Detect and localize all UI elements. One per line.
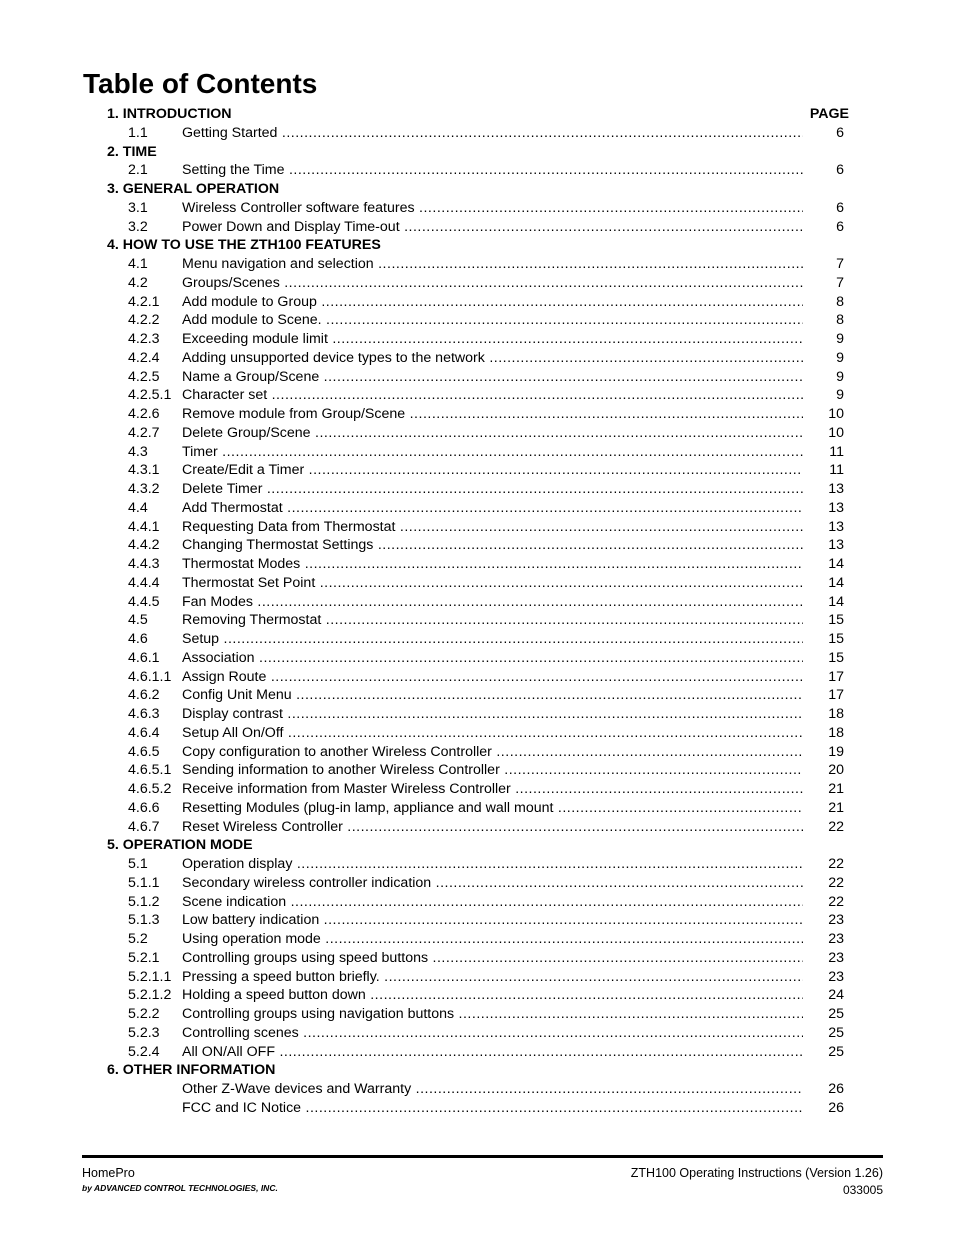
entry-number: 4.2.4: [128, 349, 160, 366]
entry-page-number: 13: [828, 518, 844, 535]
entry-title: Scene indication .....: [182, 893, 803, 912]
entry-page-number: 9: [836, 349, 844, 366]
toc-entry[interactable]: [107, 818, 852, 837]
entry-number: 5.1.2: [128, 893, 160, 910]
entry-page-number: 6: [836, 218, 844, 235]
section-heading: [107, 836, 852, 855]
toc-entry[interactable]: [107, 461, 852, 480]
entry-number: 4.4.4: [128, 574, 160, 591]
toc-entry[interactable]: [107, 518, 852, 537]
toc-entry[interactable]: [107, 443, 852, 462]
table-of-contents: [107, 105, 852, 1118]
entry-number: 4.2.6: [128, 406, 160, 422]
entry-title: Groups/Scenes .....: [182, 274, 803, 293]
entry-title: Delete Group/Scene .....: [182, 424, 803, 443]
toc-entry[interactable]: [107, 218, 852, 237]
footer-document-title: ZTH100 Operating Instructions (Version 1.26): [630, 1166, 883, 1180]
entry-number: 4.6.2: [128, 687, 160, 704]
section-label: 6. OTHER INFORMATION: [107, 1062, 276, 1079]
entry-number: 4.2.2: [128, 312, 160, 329]
entry-number: 5.1.1: [128, 874, 160, 891]
toc-entry[interactable]: [107, 593, 852, 612]
toc-entry[interactable]: [107, 368, 852, 387]
entry-title: Controlling scenes .....: [182, 1024, 803, 1043]
toc-entry[interactable]: [107, 893, 852, 912]
entry-title: Resetting Modules (plug-in lamp, appliance and wall mount .....: [182, 799, 803, 818]
entry-page-number: 23: [828, 968, 844, 985]
entry-page-number: 23: [828, 931, 844, 947]
entry-number: 4.6.3: [128, 706, 160, 722]
entry-number: 5.2.3: [128, 1024, 160, 1041]
entry-page-number: 14: [828, 593, 844, 610]
entry-page-number: 26: [828, 1081, 844, 1097]
toc-entry[interactable]: [107, 555, 852, 574]
entry-page-number: 23: [828, 912, 844, 929]
entry-page-number: 10: [828, 406, 844, 422]
entry-number: 4.3.1: [128, 462, 160, 479]
entry-page-number: 6: [836, 162, 844, 179]
toc-entry[interactable]: [107, 780, 852, 799]
entry-number: 4.4.5: [128, 593, 160, 610]
entry-title: Remove module from Group/Scene .....: [182, 405, 803, 424]
toc-entry[interactable]: [107, 668, 852, 687]
entry-number: 4.6.4: [128, 724, 160, 741]
entry-number: 4.2.7: [128, 424, 160, 441]
entry-number: 4.4.2: [128, 537, 160, 554]
entry-page-number: 15: [828, 612, 844, 629]
entry-number: 4.2: [128, 274, 148, 291]
toc-entry[interactable]: [107, 799, 852, 818]
page-title: Table of Contents: [83, 68, 318, 99]
toc-entry[interactable]: [107, 986, 852, 1005]
toc-entry[interactable]: [107, 274, 852, 293]
entry-number: 3.2: [128, 218, 148, 235]
section-heading: [107, 180, 852, 199]
entry-number: 4.6.7: [128, 818, 160, 835]
toc-entry[interactable]: [107, 1005, 852, 1024]
entry-title: Menu navigation and selection .....: [182, 255, 803, 274]
entry-page-number: 17: [828, 668, 844, 685]
toc-entry[interactable]: [107, 574, 852, 593]
footer-company: by ADVANCED CONTROL TECHNOLOGIES, INC.: [82, 1183, 278, 1193]
toc-entry[interactable]: [107, 311, 852, 330]
entry-title: Delete Timer .....: [182, 480, 803, 499]
toc-entry[interactable]: [107, 161, 852, 180]
footer-brand: HomePro: [82, 1166, 135, 1180]
entry-page-number: 25: [828, 1043, 844, 1060]
entry-number: 4.6.5.2: [128, 781, 172, 797]
entry-number: 4.6.5.1: [128, 762, 172, 779]
toc-entry[interactable]: [107, 405, 852, 424]
entry-page-number: 18: [828, 724, 844, 741]
toc-entry[interactable]: [107, 255, 852, 274]
entry-number: 4.1: [128, 256, 148, 272]
entry-number: 4.4: [128, 499, 148, 516]
toc-entry[interactable]: [107, 968, 852, 987]
section-label: 3. GENERAL OPERATION: [107, 181, 280, 197]
entry-title: Sending information to another Wireless Controller .....: [182, 761, 803, 780]
entry-page-number: 17: [828, 687, 844, 704]
entry-page-number: 22: [828, 818, 844, 835]
entry-page-number: 21: [828, 781, 844, 797]
entry-page-number: 26: [828, 1099, 844, 1116]
entry-page-number: 22: [828, 874, 844, 891]
section-label: 4. HOW TO USE THE ZTH100 FEATURES: [107, 237, 381, 254]
entry-title: Adding unsupported device types to the network .....: [182, 349, 803, 368]
section-heading: [107, 1061, 852, 1080]
entry-page-number: 25: [828, 1006, 844, 1022]
entry-page-number: 25: [828, 1024, 844, 1041]
entry-title: Copy configuration to another Wireless Controller .....: [182, 743, 803, 762]
entry-title: Display contrast .....: [182, 705, 803, 724]
toc-entry[interactable]: [107, 949, 852, 968]
toc-entry[interactable]: [107, 911, 852, 930]
toc-entry[interactable]: [107, 349, 852, 368]
entry-page-number: 11: [829, 443, 844, 460]
entry-number: 4.4.1: [128, 518, 160, 535]
entry-number: 4.6.6: [128, 799, 160, 816]
toc-entry[interactable]: [107, 480, 852, 499]
toc-entry[interactable]: [107, 611, 852, 630]
entry-page-number: 9: [836, 331, 844, 347]
entry-title: All ON/All OFF .....: [182, 1043, 803, 1062]
entry-title: Assign Route .....: [182, 668, 803, 687]
entry-page-number: 23: [828, 949, 844, 966]
entry-page-number: 20: [828, 762, 844, 779]
entry-title: Config Unit Menu .....: [182, 686, 803, 705]
entry-title: FCC and IC Notice .....: [182, 1099, 803, 1118]
entry-page-number: 22: [828, 856, 844, 872]
entry-page-number: 9: [836, 387, 844, 404]
entry-number: 5.2: [128, 931, 148, 947]
toc-entry[interactable]: [107, 536, 852, 555]
entry-title: Secondary wireless controller indication .....: [182, 874, 803, 893]
entry-title: Changing Thermostat Settings .....: [182, 536, 803, 555]
entry-title: Operation display .....: [182, 855, 803, 874]
entry-page-number: 13: [828, 499, 844, 516]
toc-entry[interactable]: [107, 855, 852, 874]
section-label: 5. OPERATION MODE: [107, 837, 253, 854]
entry-title: Wireless Controller software features .....: [182, 199, 803, 218]
entry-page-number: 13: [828, 481, 844, 497]
section-label: 2. TIME: [107, 143, 157, 160]
entry-number: 2.1: [128, 162, 148, 179]
entry-title: Using operation mode .....: [182, 930, 803, 949]
toc-entry[interactable]: [107, 124, 852, 143]
entry-number: 5.1.3: [128, 912, 160, 929]
entry-title: Getting Started .....: [182, 124, 803, 143]
entry-page-number: 21: [828, 799, 844, 816]
toc-entry[interactable]: [107, 293, 852, 312]
section-label: 1. INTRODUCTION: [107, 106, 232, 122]
entry-number: 4.5: [128, 612, 148, 629]
entry-page-number: 8: [836, 293, 844, 310]
entry-title: Pressing a speed button briefly. .....: [182, 968, 803, 987]
toc-entry[interactable]: [107, 424, 852, 443]
entry-title: Reset Wireless Controller .....: [182, 818, 803, 837]
entry-page-number: 11: [829, 462, 844, 479]
entry-number: 4.6.1.1: [128, 668, 172, 685]
entry-title: Create/Edit a Timer .....: [182, 461, 803, 480]
entry-title: Timer .....: [182, 443, 803, 462]
toc-entry[interactable]: [107, 686, 852, 705]
entry-title: Requesting Data from Thermostat .....: [182, 518, 803, 537]
entry-page-number: 7: [836, 256, 844, 272]
entry-title: Add Thermostat .....: [182, 499, 803, 518]
entry-title: Exceeding module limit .....: [182, 330, 803, 349]
entry-number: 5.1: [128, 856, 148, 872]
entry-page-number: 14: [828, 574, 844, 591]
entry-number: 4.6.1: [128, 649, 160, 666]
entry-number: 4.2.1: [128, 293, 160, 310]
toc-entry[interactable]: [107, 1080, 852, 1099]
toc-entry[interactable]: [107, 330, 852, 349]
entry-number: 3.1: [128, 199, 148, 216]
entry-number: 4.3: [128, 443, 148, 460]
footer-divider: [82, 1155, 883, 1158]
entry-title: Character set .....: [182, 386, 803, 405]
toc-entry[interactable]: [107, 1024, 852, 1043]
footer-document-code: 033005: [842, 1183, 883, 1197]
entry-title: Other Z-Wave devices and Warranty .....: [182, 1080, 803, 1099]
entry-number: 1.1: [128, 124, 148, 141]
toc-entry[interactable]: [107, 1043, 852, 1062]
entry-title: Controlling groups using speed buttons .....: [182, 949, 803, 968]
entry-page-number: 24: [828, 987, 844, 1004]
toc-entry[interactable]: [107, 705, 852, 724]
toc-entry[interactable]: [107, 1099, 852, 1118]
section-heading: [107, 143, 852, 162]
entry-number: 4.4.3: [128, 556, 160, 572]
entry-page-number: 15: [828, 631, 844, 647]
entry-title: Thermostat Modes .....: [182, 555, 803, 574]
entry-title: Association .....: [182, 649, 803, 668]
section-heading: [107, 236, 852, 255]
entry-page-number: 22: [828, 893, 844, 910]
entry-title: Controlling groups using navigation buttons .....: [182, 1005, 803, 1024]
toc-entry[interactable]: [107, 724, 852, 743]
entry-title: Holding a speed button down .....: [182, 986, 803, 1005]
page-column-header: PAGE: [809, 106, 849, 122]
entry-page-number: 14: [828, 556, 844, 572]
entry-title: Removing Thermostat .....: [182, 611, 803, 630]
toc-entry[interactable]: [107, 761, 852, 780]
entry-page-number: 6: [836, 124, 844, 141]
toc-entry[interactable]: [107, 874, 852, 893]
entry-number: 5.2.2: [128, 1006, 160, 1022]
entry-title: Receive information from Master Wireless Controller .....: [182, 780, 803, 799]
entry-number: 5.2.1.2: [128, 987, 172, 1004]
toc-entry[interactable]: [107, 630, 852, 649]
entry-title: Add module to Scene. .....: [182, 311, 803, 330]
entry-title: Setup All On/Off .....: [182, 724, 803, 743]
entry-number: 4.2.3: [128, 331, 160, 347]
entry-number: 4.6.5: [128, 743, 160, 760]
entry-page-number: 19: [828, 743, 844, 760]
entry-page-number: 15: [828, 649, 844, 666]
section-heading: [107, 105, 852, 124]
entry-page-number: 13: [828, 537, 844, 554]
entry-number: 5.2.4: [128, 1043, 160, 1060]
entry-title: Low battery indication .....: [182, 911, 803, 930]
entry-page-number: 8: [836, 312, 844, 329]
entry-title: Name a Group/Scene .....: [182, 368, 803, 387]
entry-title: Thermostat Set Point .....: [182, 574, 803, 593]
entry-title: Fan Modes .....: [182, 593, 803, 612]
entry-number: 4.3.2: [128, 481, 160, 497]
entry-number: 4.2.5.1: [128, 387, 172, 404]
entry-number: 4.2.5: [128, 368, 160, 385]
toc-entry[interactable]: [107, 649, 852, 668]
entry-title: Power Down and Display Time-out .....: [182, 218, 803, 237]
entry-page-number: 7: [836, 274, 844, 291]
entry-title: Setting the Time .....: [182, 161, 803, 180]
entry-number: 5.2.1: [128, 949, 160, 966]
entry-page-number: 10: [828, 424, 844, 441]
toc-entry[interactable]: [107, 930, 852, 949]
toc-entry[interactable]: [107, 199, 852, 218]
entry-page-number: 18: [828, 706, 844, 722]
entry-title: Add module to Group .....: [182, 293, 803, 312]
toc-entry[interactable]: [107, 743, 852, 762]
entry-title: Setup .....: [182, 630, 803, 649]
toc-entry[interactable]: [107, 386, 852, 405]
toc-entry[interactable]: [107, 499, 852, 518]
entry-number: 5.2.1.1: [128, 968, 172, 985]
entry-page-number: 6: [836, 199, 844, 216]
entry-page-number: 9: [836, 368, 844, 385]
entry-number: 4.6: [128, 631, 148, 647]
